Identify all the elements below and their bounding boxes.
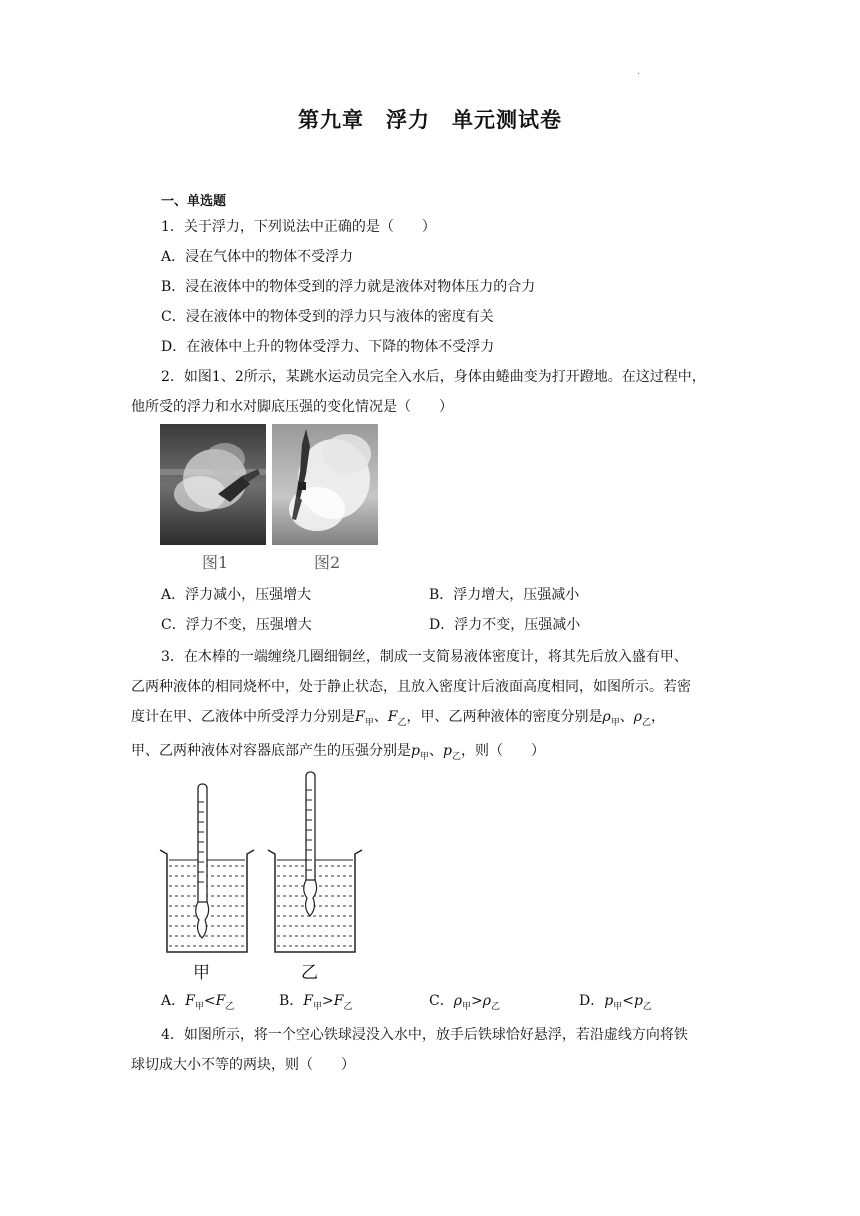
q2-option-c: C．浮力不变，压强增大 bbox=[161, 617, 312, 633]
q1-option-a: A．浸在气体中的物体不受浮力 bbox=[161, 249, 354, 265]
q1-option-d: D．在液体中上升的物体受浮力、下降的物体不受浮力 bbox=[161, 339, 495, 355]
q2-figure2-photo bbox=[272, 424, 378, 545]
q1-option-c: C．浸在液体中的物体受到的浮力只与液体的密度有关 bbox=[161, 309, 494, 325]
q3-stem-line3: 度计在甲、乙液体中所受浮力分别是$F_甲$、$F_乙$，甲、乙两种液体的密度分别是$\rho_甲$、$\rho_乙$， bbox=[131, 709, 665, 728]
q2-figure2-caption: 图2 bbox=[314, 553, 341, 572]
q3-stem-line4: 甲、乙两种液体对容器底部产生的压强分别是$p_甲$、$p_乙$，则（ ） bbox=[131, 743, 545, 762]
q3-option-c: C．$\rho_甲>\rho_乙$ bbox=[429, 993, 500, 1012]
q2-stem-line2: 他所受的浮力和水对脚底压强的变化情况是（ ） bbox=[131, 399, 453, 415]
q3-beaker-yi-label: 乙 bbox=[301, 963, 318, 983]
q3-option-a: A．$F_甲<F_乙$ bbox=[161, 993, 235, 1012]
page-title: 第九章 浮力 单元测试卷 bbox=[298, 108, 562, 132]
q2-figure1-caption: 图1 bbox=[202, 553, 229, 572]
q3-option-d: D．$p_甲<p_乙$ bbox=[579, 993, 652, 1012]
q3-beakers-drawing bbox=[155, 762, 375, 962]
q2-stem-line1: 2．如图1、2所示，某跳水运动员完全入水后，身体由蜷曲变为打开蹬地。在这过程中， bbox=[161, 369, 706, 385]
q2-figure bbox=[160, 424, 378, 576]
q2-option-d: D．浮力不变，压强减小 bbox=[429, 617, 581, 633]
q3-option-b: B．$F_甲>F_乙$ bbox=[279, 993, 353, 1012]
corner-mark: . bbox=[637, 66, 641, 77]
q4-stem-line2: 球切成大小不等的两块，则（ ） bbox=[131, 1057, 355, 1073]
q3-beaker-jia-label: 甲 bbox=[193, 963, 210, 983]
q1-option-b: B．浸在液体中的物体受到的浮力就是液体对物体压力的合力 bbox=[161, 279, 536, 295]
q2-option-a: A．浮力减小，压强增大 bbox=[161, 587, 312, 603]
q3-stem-line2: 乙两种液体的相同烧杯中，处于静止状态，且放入密度计后液面高度相同，如图所示。若密 bbox=[131, 679, 691, 695]
section-heading: 一、单选题 bbox=[161, 194, 227, 209]
q4-stem-line1: 4．如图所示，将一个空心铁球浸没入水中，放手后铁球恰好悬浮，若沿虚线方向将铁 bbox=[161, 1027, 688, 1043]
q3-figure bbox=[155, 762, 375, 982]
q1-stem: 1．关于浮力，下列说法中正确的是（ ） bbox=[161, 219, 436, 235]
q2-figure1-photo bbox=[160, 424, 266, 545]
q2-option-b: B．浮力增大，压强减小 bbox=[429, 587, 580, 603]
q3-stem-line1: 3．在木棒的一端缠绕几圈细铜丝，制成一支简易液体密度计，将其先后放入盛有甲、 bbox=[161, 649, 688, 665]
